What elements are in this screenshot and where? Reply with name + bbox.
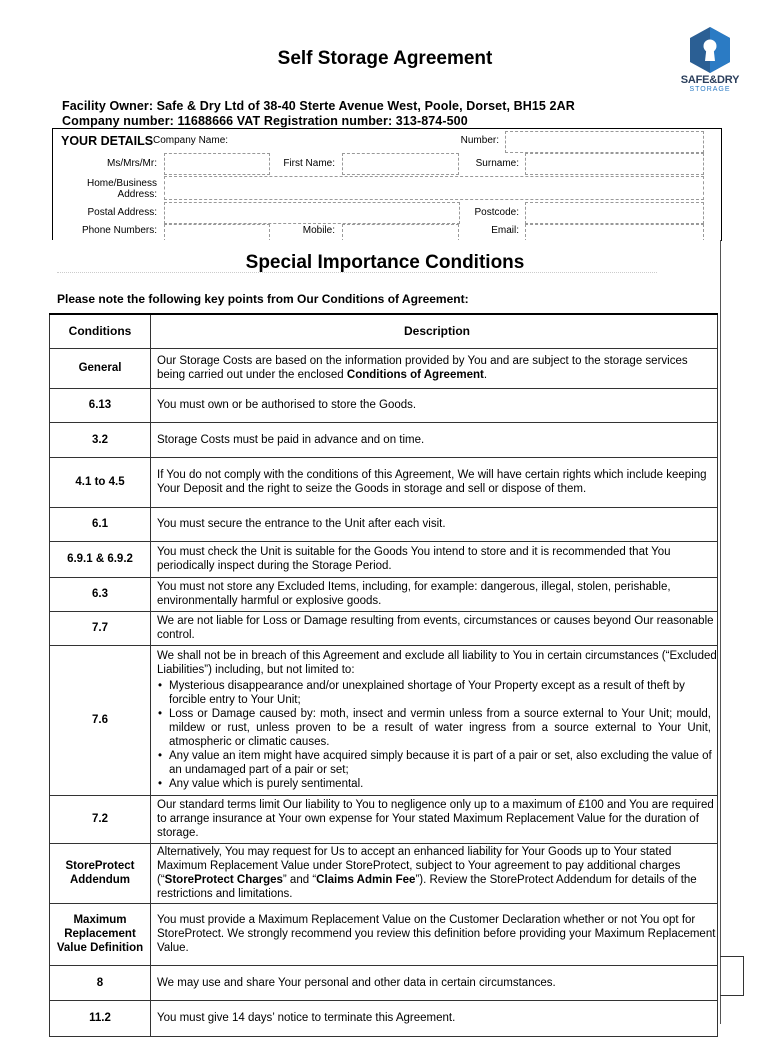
special-conditions-intro: Please note the following key points from Our Conditions of Agreement: xyxy=(57,292,469,306)
number-label: Number: xyxy=(460,135,499,146)
table-row xyxy=(50,422,718,457)
table-row xyxy=(50,611,718,645)
postcode-label: Postcode: xyxy=(474,207,519,218)
address-label-line2: Address: xyxy=(117,189,157,200)
desc-text: Alternatively, You may request for Us to accept an enhanced liability for Your Goods up to Your stated Maximum Replacement Value under StoreProtect, subject to Your agreement to pay additional charges (“ xyxy=(157,846,681,886)
table-row xyxy=(50,965,718,1000)
header-description: Description xyxy=(151,314,718,348)
list-item: • Mysterious disappearance and/or unexplained shortage of Your Property except as a result of theft by forcible entry to Your Unit; xyxy=(169,679,717,707)
condition-description: You must provide a Maximum Replacement Value on the Customer Declaration whether or not You opt for StoreProtect. We strongly recommend you review this definition before providing your Maximum Replacement Value. xyxy=(151,903,718,965)
address-label-line1: Home/Business xyxy=(86,178,157,189)
email-label: Email: xyxy=(491,225,519,236)
table-row xyxy=(50,645,718,795)
condition-ref: Maximum Replacement Value Definition xyxy=(50,903,151,965)
list-item: • Any value an item might have acquired simply because it is part of a pair or set, also excluding the value of an undamaged part of a pair or set; xyxy=(169,749,717,777)
owner-address: Facility Owner: Safe & Dry Ltd of 38-40 Sterte Avenue West, Poole, Dorset, BH15 2AR xyxy=(62,99,575,113)
condition-ref: 7.2 xyxy=(50,795,151,843)
first-name-label: First Name: xyxy=(283,158,335,169)
condition-ref: 6.3 xyxy=(50,577,151,611)
shield-keyhole-icon xyxy=(688,26,732,74)
company-logo xyxy=(670,26,750,100)
logo-tagline: STORAGE xyxy=(689,86,731,93)
table-row xyxy=(50,507,718,541)
table-row xyxy=(50,348,718,388)
table-row xyxy=(50,577,718,611)
page-edge-box xyxy=(720,956,744,996)
condition-ref: 4.1 to 4.5 xyxy=(50,457,151,507)
company-name-label: Company Name: xyxy=(153,135,229,146)
condition-ref: 7.6 xyxy=(50,645,151,795)
table-row xyxy=(50,843,718,903)
condition-ref: 6.13 xyxy=(50,388,151,422)
address-label xyxy=(63,178,157,200)
condition-ref: 3.2 xyxy=(50,422,151,457)
condition-description: Our standard terms limit Our liability to You to negligence only up to a maximum of £100 and You are required to arrange insurance at Your own expense for Your stated Maximum Replacement Value for the duration of storage. xyxy=(151,795,718,843)
table-row xyxy=(50,903,718,965)
table-header-row xyxy=(50,314,718,348)
table-row xyxy=(50,541,718,577)
list-item: • Loss or Damage caused by: moth, insect and vermin unless from a source external to Your Unit; mould, mildew or rust, unless proven to be a result of water ingress from a source external to Your Unit, atmospheric or climatic causes. xyxy=(169,707,717,749)
condition-description: We are not liable for Loss or Damage resulting from events, circumstances or causes beyond Our reasonable control. xyxy=(151,611,718,645)
title-label: Ms/Mrs/Mr: xyxy=(107,158,157,169)
surname-label: Surname: xyxy=(475,158,519,169)
desc-text: ” and “ xyxy=(282,874,317,886)
desc-bold: StoreProtect Charges xyxy=(164,874,283,886)
condition-description: You must secure the entrance to the Unit after each visit. xyxy=(151,507,718,541)
conditions-table xyxy=(49,313,718,1037)
table-row xyxy=(50,388,718,422)
condition-description: You must not store any Excluded Items, including, for example: dangerous, illegal, stolen, perishable, environmentally harmful or explosive goods. xyxy=(151,577,718,611)
postcode-field[interactable] xyxy=(525,202,704,224)
table-row xyxy=(50,1000,718,1036)
desc-text: We shall not be in breach of this Agreement and exclude all liability to You in certain circumstances (“Excluded Liabilities”) including, but not limited to: xyxy=(157,650,717,676)
condition-description: You must give 14 days’ notice to terminate this Agreement. xyxy=(151,1000,718,1036)
condition-description xyxy=(151,348,718,388)
condition-ref: 8 xyxy=(50,965,151,1000)
address-field[interactable] xyxy=(164,176,704,200)
condition-ref: 11.2 xyxy=(50,1000,151,1036)
mobile-label: Mobile: xyxy=(302,225,335,236)
first-name-field[interactable] xyxy=(342,153,459,175)
condition-description: If You do not comply with the conditions of this Agreement, We will have certain rights which include keeping Your Deposit and the right to seize the Goods in storage and sell or dispose of them. xyxy=(151,457,718,507)
desc-text: ”). Review the StoreProtect Addendum for details of the restrictions and limitations. xyxy=(157,874,697,900)
phone-numbers-label: Phone Numbers: xyxy=(81,225,157,236)
logo-wordmark: SAFE&DRY xyxy=(680,74,740,86)
facility-owner xyxy=(62,99,575,129)
condition-description: We may use and share Your personal and other data in certain circumstances. xyxy=(151,965,718,1000)
special-conditions-title: Special Importance Conditions xyxy=(245,252,525,273)
desc-text: . xyxy=(483,369,488,381)
excluded-liabilities-list xyxy=(157,679,717,791)
postal-address-field[interactable] xyxy=(164,202,460,224)
condition-ref: StoreProtect Addendum xyxy=(50,843,151,903)
your-details-heading: YOUR DETAILS xyxy=(61,134,154,148)
condition-description: You must own or be authorised to store the Goods. xyxy=(151,388,718,422)
header-conditions: Conditions xyxy=(50,314,151,348)
surname-field[interactable] xyxy=(525,153,704,175)
condition-description xyxy=(151,645,718,795)
number-field[interactable] xyxy=(505,131,704,153)
condition-ref: 6.9.1 & 6.9.2 xyxy=(50,541,151,577)
list-item: • Any value which is purely sentimental. xyxy=(169,777,717,791)
condition-description xyxy=(151,843,718,903)
company-number: Company number: 11688666 VAT Registration number: 313-874-500 xyxy=(62,114,468,128)
title-field[interactable] xyxy=(164,153,270,175)
condition-description: Storage Costs must be paid in advance and on time. xyxy=(151,422,718,457)
condition-ref: 6.1 xyxy=(50,507,151,541)
condition-ref: General xyxy=(50,348,151,388)
table-row xyxy=(50,795,718,843)
postal-address-label: Postal Address: xyxy=(87,207,157,218)
condition-ref: 7.7 xyxy=(50,611,151,645)
desc-text: Our Storage Costs are based on the information provided by You and are subject to the storage services being carried out under the enclosed xyxy=(157,355,688,381)
your-details-section xyxy=(52,128,722,241)
desc-bold: Conditions of Agreement xyxy=(346,369,484,381)
condition-description: You must check the Unit is suitable for the Goods You intend to store and it is recommended that You periodically inspect during the Storage Period. xyxy=(151,541,718,577)
document-title: Self Storage Agreement xyxy=(277,48,493,69)
table-row xyxy=(50,457,718,507)
desc-bold: Claims Admin Fee xyxy=(316,874,416,886)
